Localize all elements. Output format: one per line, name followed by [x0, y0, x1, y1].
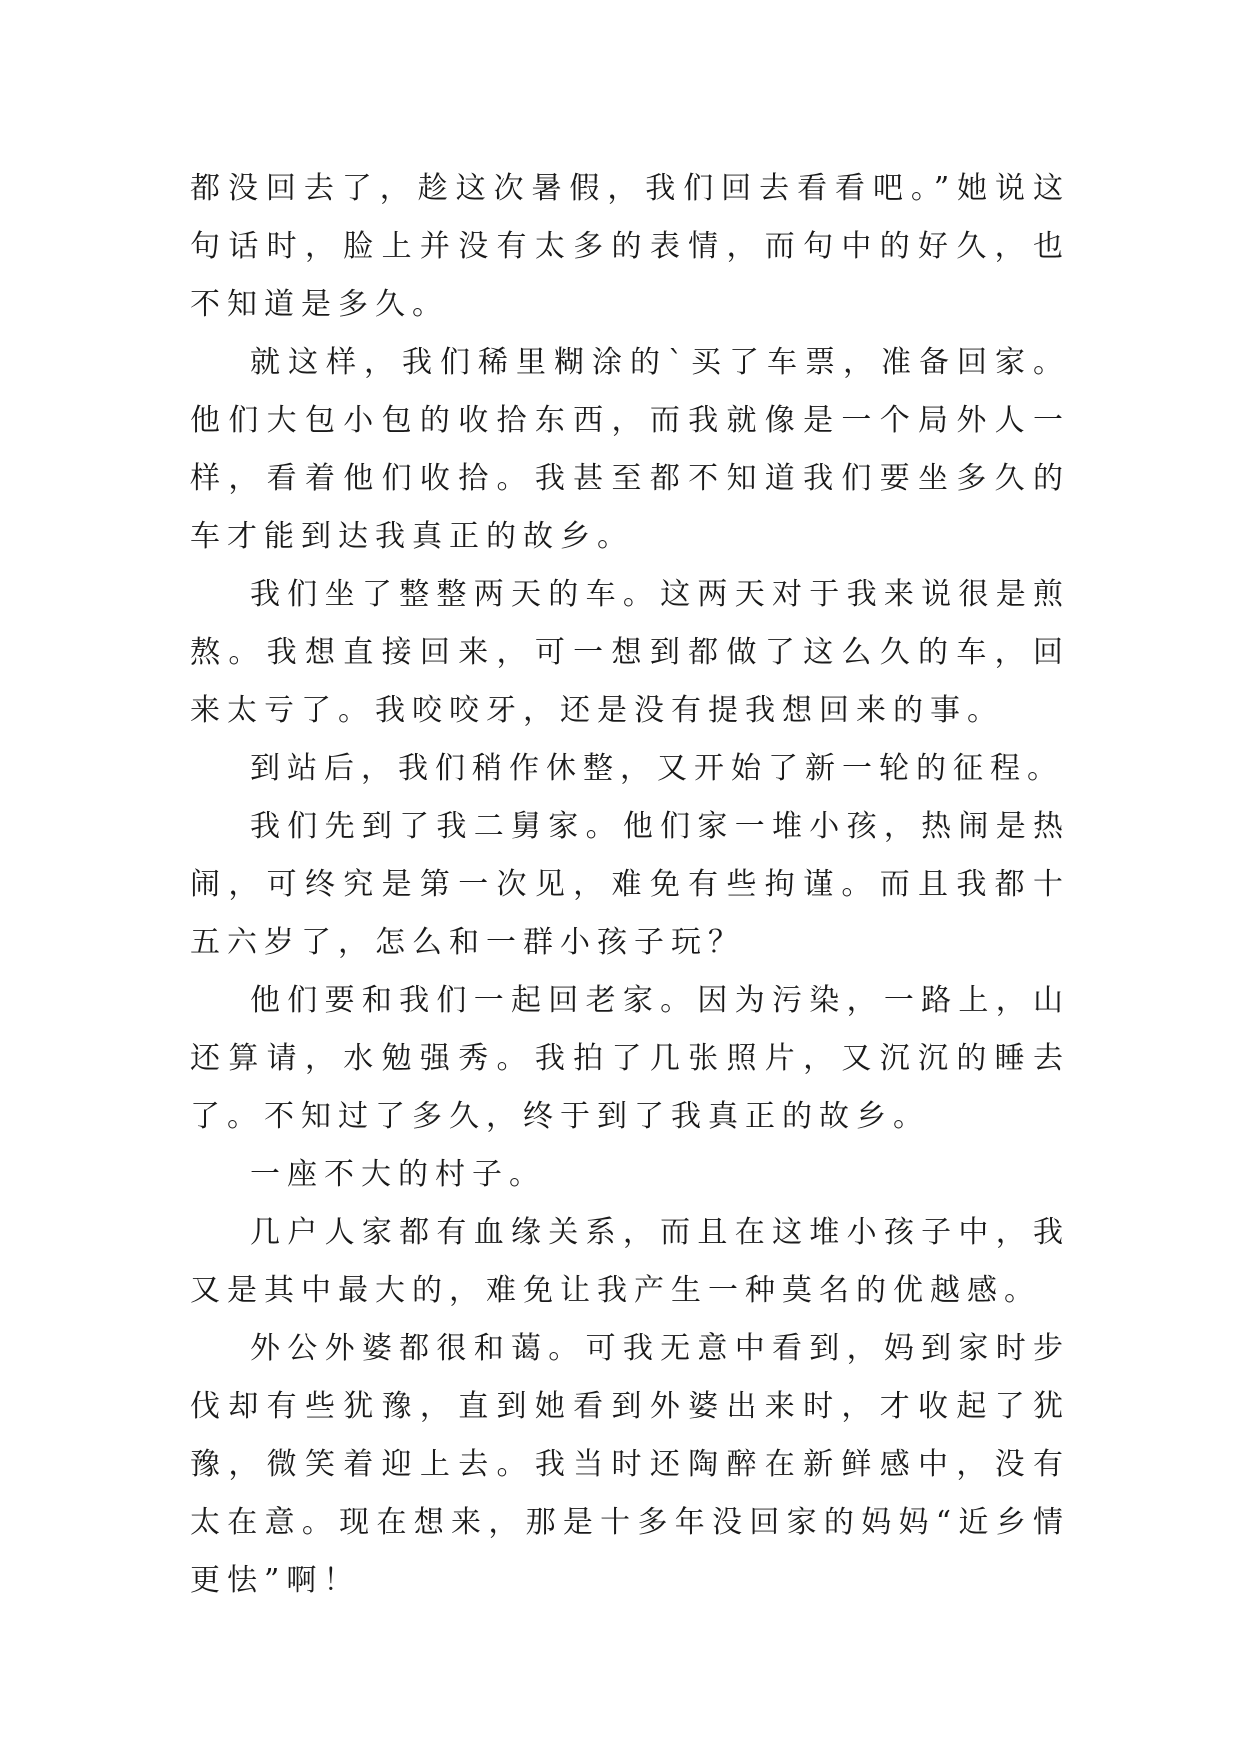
paragraph-5: 我们先到了我二舅家。他们家一堆小孩，热闹是热闹，可终究是第一次见，难免有些拘谨。而且我都十五六岁了，怎么和一群小孩子玩？: [190, 809, 1070, 960]
paragraph-6: 他们要和我们一起回老家。因为污染，一路上，山还算请，水勉强秀。我拍了几张照片，又沉沉的睡去了。不知过了多久，终于到了我真正的故乡。: [190, 983, 1070, 1134]
paragraph-2: 就这样，我们稀里糊涂的`买了车票，准备回家。他们大包小包的收拾东西，而我就像是一个局外人一样，看着他们收拾。我甚至都不知道我们要坐多久的车才能到达我真正的故乡。: [190, 345, 1070, 554]
paragraph-3: 我们坐了整整两天的车。这两天对于我来说很是煎熬。我想直接回来，可一想到都做了这么久的车，回来太亏了。我咬咬牙，还是没有提我想回来的事。: [190, 577, 1070, 728]
paragraph-9: 外公外婆都很和蔼。可我无意中看到，妈到家时步伐却有些犹豫，直到她看到外婆出来时，才收起了犹豫，微笑着迎上去。我当时还陶醉在新鲜感中，没有太在意。现在想来，那是十多年没回家的妈妈“近乡情更怯”啊！: [190, 1331, 1070, 1598]
document-page: [190, 160, 1070, 1610]
paragraph-1: 都没回去了，趁这次暑假，我们回去看看吧。”她说这句话时，脸上并没有太多的表情，而句中的好久，也不知道是多久。: [190, 171, 1070, 322]
paragraph-7: 一座不大的村子。: [250, 1157, 546, 1192]
paragraph-8: 几户人家都有血缘关系，而且在这堆小孩子中，我又是其中最大的，难免让我产生一种莫名的优越感。: [190, 1215, 1070, 1308]
paragraph-4: 到站后，我们稍作休整，又开始了新一轮的征程。: [250, 751, 1064, 786]
